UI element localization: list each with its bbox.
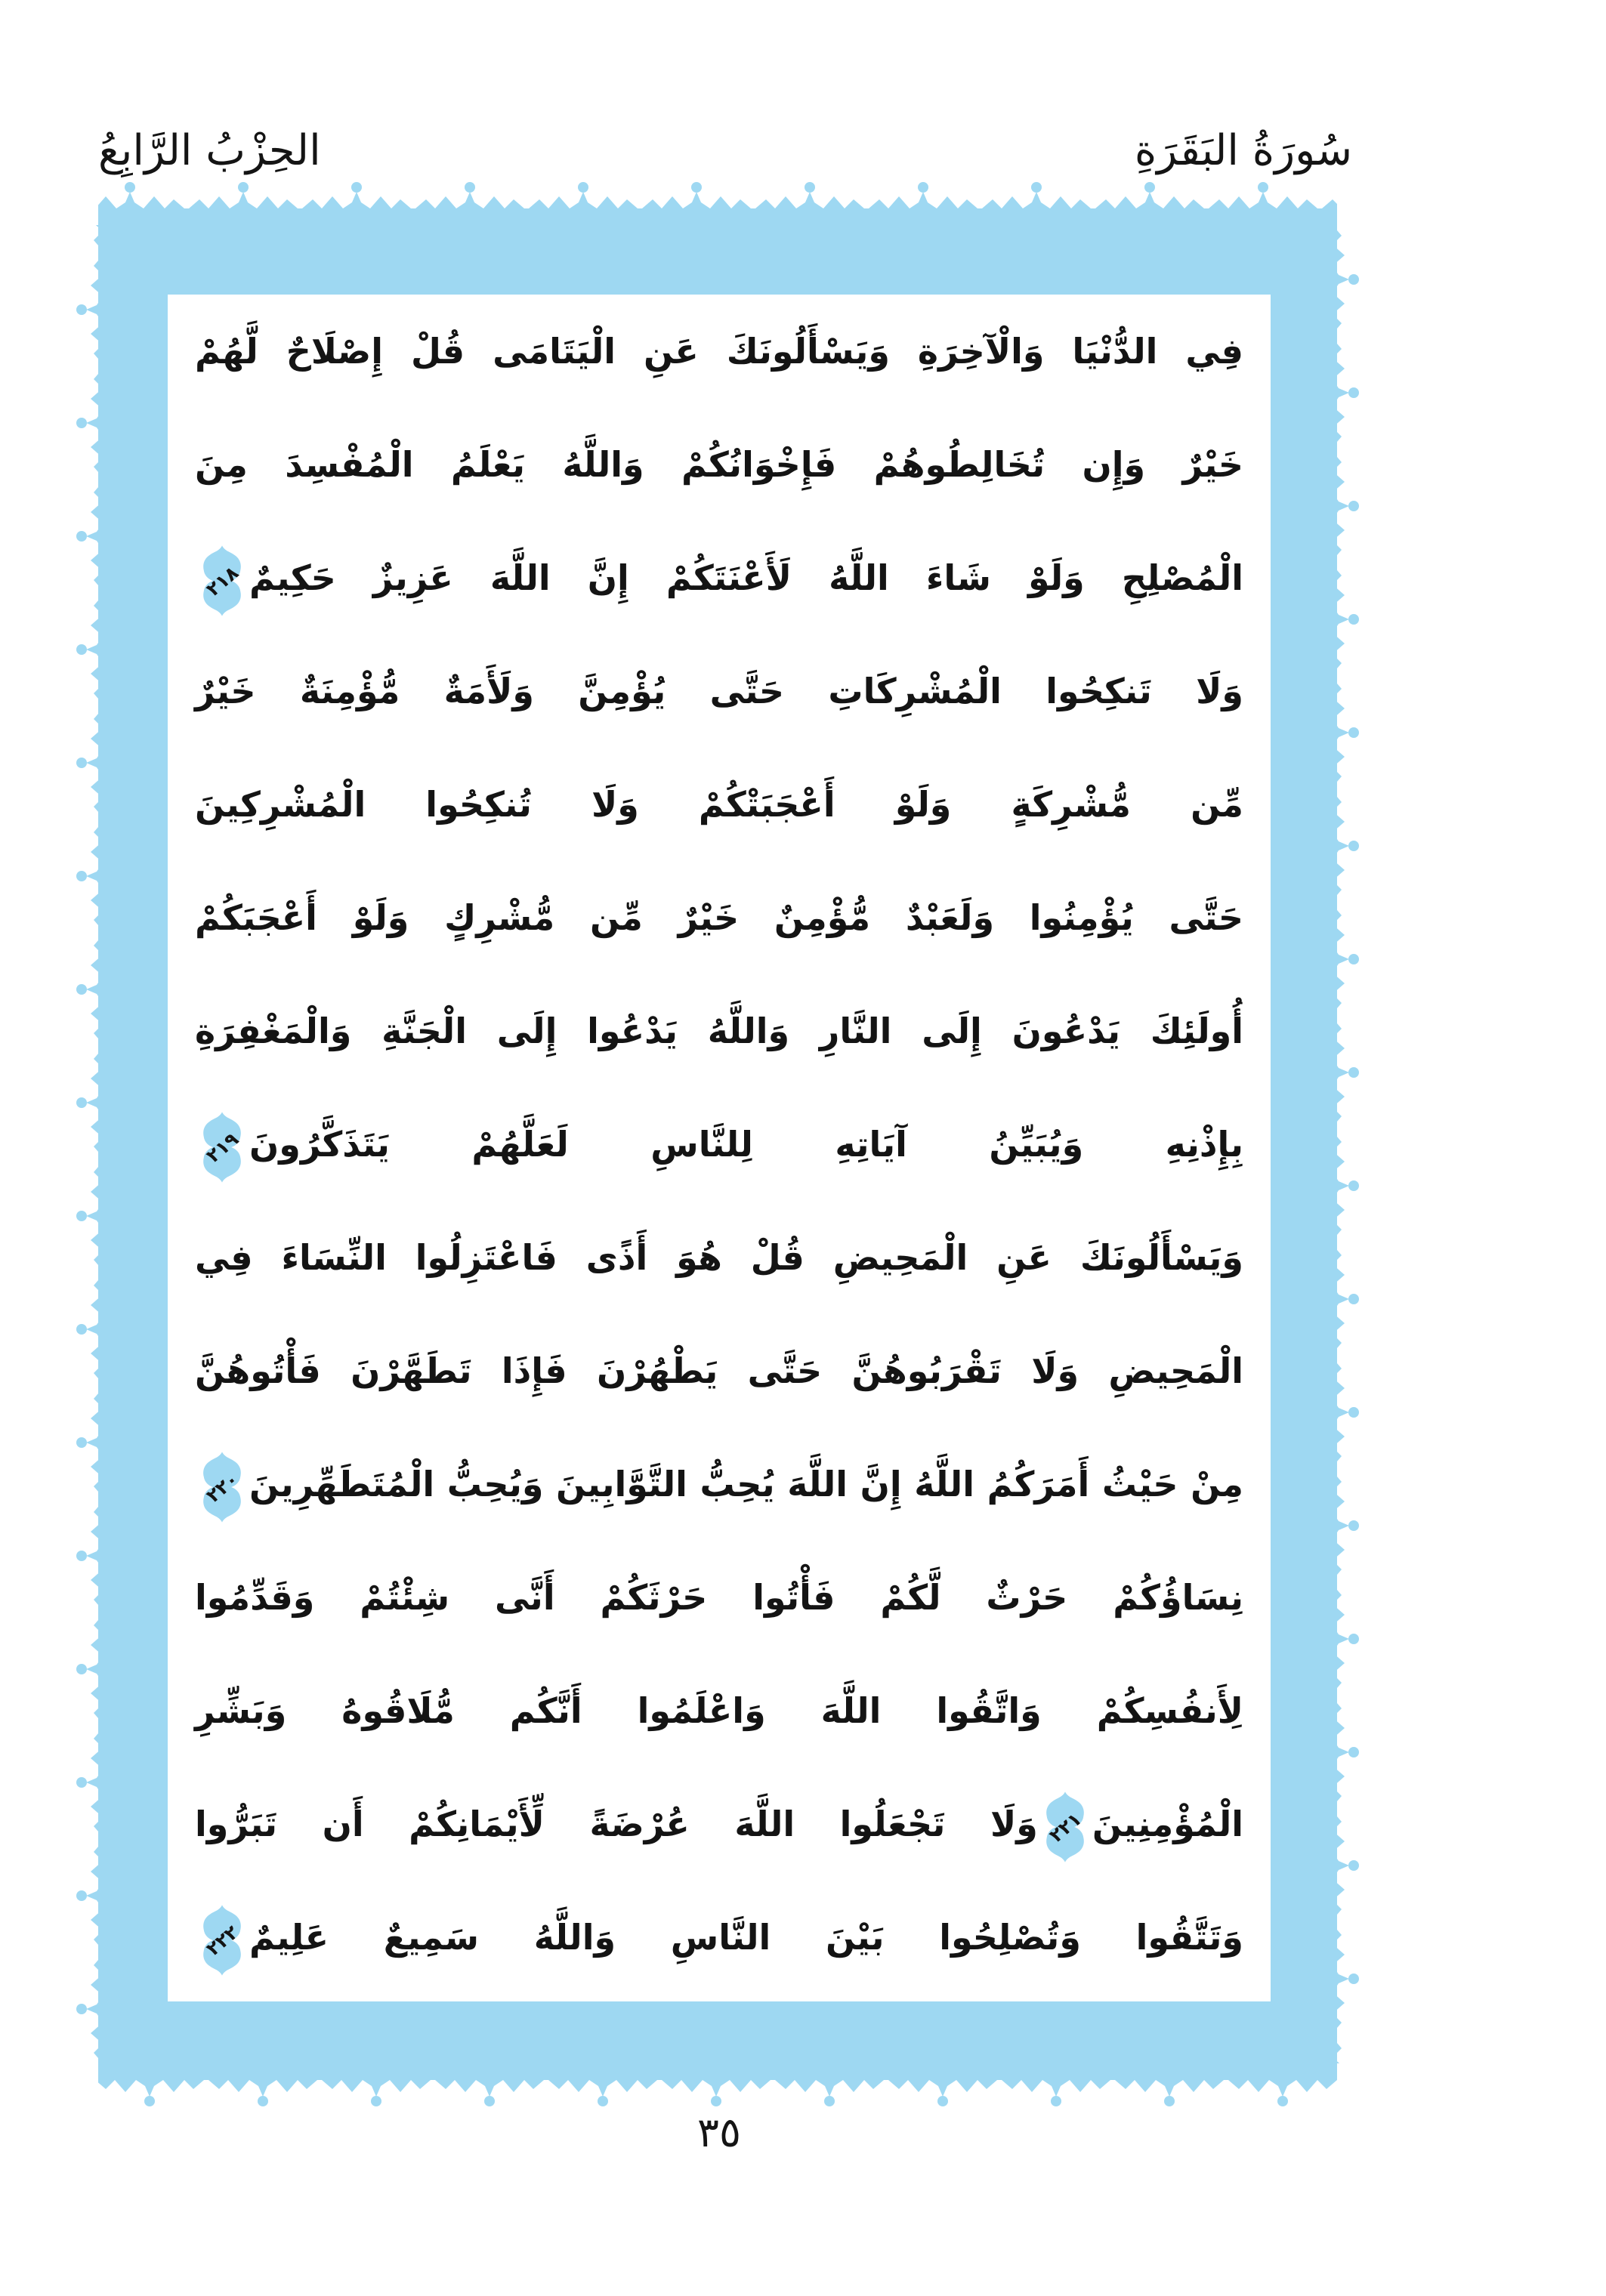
verse-end-marker [1044, 1789, 1086, 1865]
quran-text-area [168, 295, 1271, 2001]
verse-end-marker [201, 1903, 243, 1978]
verse-number: ٢٢٠ [202, 1467, 242, 1507]
quran-line [195, 1541, 1243, 1654]
surah-header: سُورَةُ البَقَرَةِ [1134, 126, 1352, 175]
ayah-text: مِنْ حَيْثُ أَمَرَكُمُ اللَّهُ إِنَّ اللَّهَ يُحِبُّ التَّوَّابِينَ وَيُحِبُّ الْمُتَطَهِّرِينَ [249, 1464, 1243, 1504]
ayah-text: أُولَئِكَ يَدْعُونَ إِلَى النَّارِ وَاللَّهُ يَدْعُوا إِلَى الْجَنَّةِ وَالْمَغْفِرَةِ [195, 1011, 1243, 1051]
quran-line [195, 1881, 1243, 1994]
ayah-text: وَتَتَّقُوا وَتُصْلِحُوا بَيْنَ النَّاسِ وَاللَّهُ سَمِيعٌ عَلِيمٌ [249, 1917, 1243, 1958]
verse-number: ٢٢٢ [202, 1920, 242, 1960]
verse-end-marker [201, 1109, 243, 1185]
verse-number: ٢٢١ [1044, 1807, 1086, 1847]
ayah-text: لِأَنفُسِكُمْ وَاتَّقُوا اللَّهَ وَاعْلَمُوا أَنَّكُم مُّلَاقُوهُ وَبَشِّرِ [195, 1690, 1243, 1731]
ayah-text: وَلَا تَجْعَلُوا اللَّهَ عُرْضَةً لِّأَيْمَانِكُمْ أَن تَبَرُّوا [195, 1804, 1038, 1844]
quran-line [195, 521, 1243, 634]
ayah-text: مِّن مُّشْرِكَةٍ وَلَوْ أَعْجَبَتْكُمْ وَلَا تُنكِحُوا الْمُشْرِكِينَ [195, 784, 1243, 825]
ayah-text: الْمُؤْمِنِينَ [1092, 1804, 1243, 1844]
ayah-text: فِي الدُّنْيَا وَالْآخِرَةِ وَيَسْأَلُونَكَ عَنِ الْيَتَامَى قُلْ إِصْلَاحٌ لَّهُمْ [195, 331, 1243, 372]
quran-line [195, 748, 1243, 861]
verse-number: ٢١٩ [202, 1127, 242, 1167]
page-number: ٣٥ [696, 2109, 741, 2156]
quran-line [195, 408, 1243, 521]
quran-line [195, 1201, 1243, 1314]
quran-line [195, 974, 1243, 1088]
verse-number: ٢١٨ [202, 560, 242, 600]
ayah-text: الْمُصْلِحِ وَلَوْ شَاءَ اللَّهُ لَأَعْنَتَكُمْ إِنَّ اللَّهَ عَزِيزٌ حَكِيمٌ [249, 557, 1243, 598]
ayah-text: نِسَاؤُكُمْ حَرْثٌ لَّكُمْ فَأْتُوا حَرْثَكُمْ أَنَّى شِئْتُمْ وَقَدِّمُوا [195, 1577, 1243, 1618]
quran-line [195, 1427, 1243, 1541]
ayah-text: وَلَا تَنكِحُوا الْمُشْرِكَاتِ حَتَّى يُؤْمِنَّ وَلَأَمَةٌ مُّؤْمِنَةٌ خَيْرٌ [195, 671, 1243, 711]
quran-line [195, 1314, 1243, 1427]
ayah-text: حَتَّى يُؤْمِنُوا وَلَعَبْدٌ مُّؤْمِنٌ خَيْرٌ مِّن مُّشْرِكٍ وَلَوْ أَعْجَبَكُمْ [195, 897, 1243, 938]
quran-line [195, 861, 1243, 974]
quran-line [195, 634, 1243, 748]
ayah-text: خَيْرٌ وَإِن تُخَالِطُوهُمْ فَإِخْوَانُكُمْ وَاللَّهُ يَعْلَمُ الْمُفْسِدَ مِنَ [195, 444, 1243, 485]
hizb-header: الحِزْبُ الرَّابِعُ [98, 126, 321, 175]
verse-end-marker [201, 543, 243, 619]
ayah-text: وَيَسْأَلُونَكَ عَنِ الْمَحِيضِ قُلْ هُوَ أَذًى فَاعْتَزِلُوا النِّسَاءَ فِي [195, 1237, 1243, 1278]
ayah-text: بِإِذْنِهِ وَيُبَيِّنُ آيَاتِهِ لِلنَّاسِ لَعَلَّهُمْ يَتَذَكَّرُونَ [249, 1124, 1243, 1165]
verse-end-marker [201, 1449, 243, 1525]
ayah-text: الْمَحِيضِ وَلَا تَقْرَبُوهُنَّ حَتَّى يَطْهُرْنَ فَإِذَا تَطَهَّرْنَ فَأْتُوهُنَّ [195, 1350, 1243, 1391]
quran-line [195, 1767, 1243, 1881]
quran-line [195, 1088, 1243, 1201]
quran-line [195, 1654, 1243, 1767]
quran-line [195, 295, 1243, 408]
